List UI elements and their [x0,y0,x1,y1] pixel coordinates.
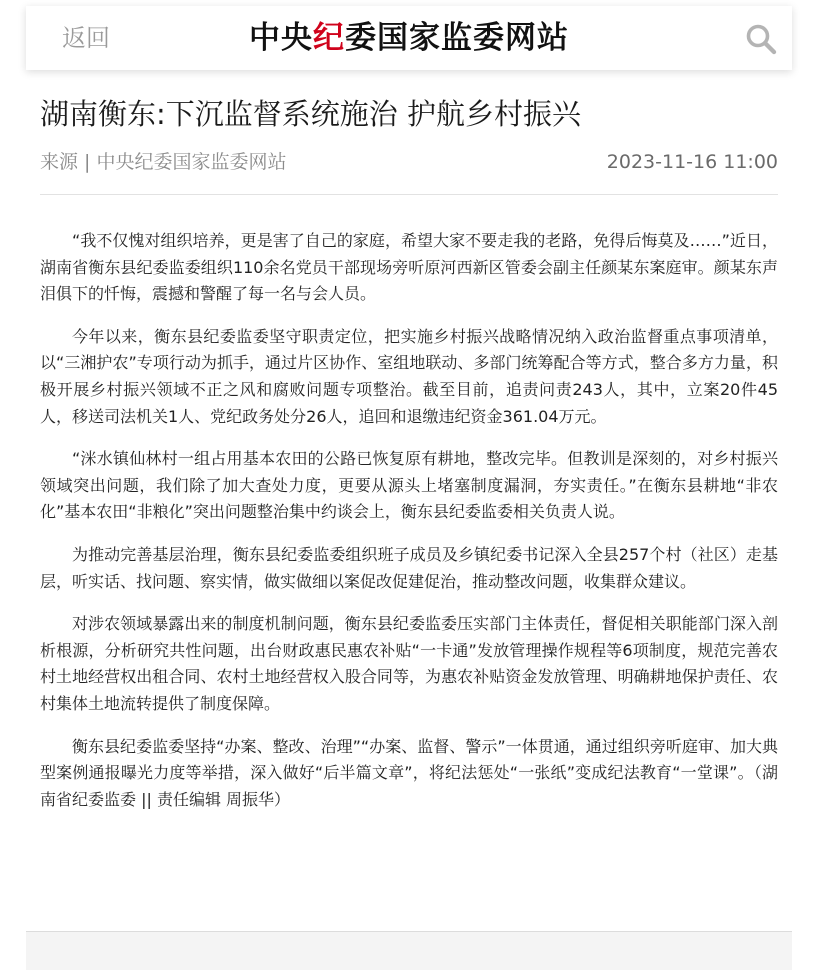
article-paragraph: “洣水镇仙林村一组占用基本农田的公路已恢复原有耕地，整改完毕。但教训是深刻的，对乡村振兴领域突出问题，我们除了加大查处力度，更要从源头上堵塞制度漏洞，夯实责任。”在衡东县耕地“非农化”基本农田“非粮化”突出问题整治集中约谈会上，衡东县纪委监委相关负责人说。 [40,449,778,522]
title-divider [40,194,778,195]
article-paragraph: 今年以来，衡东县纪委监委坚守职责定位，把实施乡村振兴战略情况纳入政治监督重点事项清单，以“三湘护农”专项行动为抓手，通过片区协作、室组地联动、多部门统筹配合等方式，整合多方力量，积极开展乡村振兴领域不正之风和腐败问题专项整治。截至目前，追责问责243人，其中，立案20件45人，移送司法机关1人、党纪政务处分26人，追回和退缴违纪资金361.04万元。 [40,326,778,426]
logo-text-part2: 委国家监委网站 [345,20,569,56]
article-source: 来源 | 中央纪委国家监委网站 [40,151,287,173]
article-body [40,228,778,829]
back-button[interactable]: 返回 [62,24,110,52]
top-navigation-bar [26,6,792,70]
site-logo[interactable] [26,20,792,56]
article-meta [40,148,778,176]
article-date: 2023-11-16 11:00 [606,151,778,173]
article-paragraph: 为推动完善基层治理，衡东县纪委监委组织班子成员及乡镇纪委书记深入全县257个村（社区）走基层，听实话、找问题、察实情，做实做细以案促改促建促治，推动整改问题，收集群众建议。 [40,544,778,591]
logo-text-part1: 中央 [249,20,313,56]
search-icon [744,22,778,56]
article-title: 湖南衡东:下沉监督系统施治 护航乡村振兴 [40,97,581,131]
article-paragraph: 对涉农领域暴露出来的制度机制问题，衡东县纪委监委压实部门主体责任，督促相关职能部门深入剖析根源，分析研究共性问题，出台财政惠民惠农补贴“一卡通”发放管理操作规程等6项制度，规范完善农村土地经营权出租合同、农村土地经营权入股合同等，为惠农补贴资金发放管理、明确耕地保护责任、农村集体土地流转提供了制度保障。 [40,614,778,713]
logo-text-accent: 纪 [313,20,345,56]
footer-bar [26,931,792,970]
search-button[interactable] [744,22,778,56]
article-paragraph: “我不仅愧对组织培养，更是害了自己的家庭，希望大家不要走我的老路，免得后悔莫及……”近日，湖南省衡东县纪委监委组织110余名党员干部现场旁听原河西新区管委会副主任颜某东案庭审。颜某东声泪俱下的忏悔，震撼和警醒了每一名与会人员。 [40,231,778,304]
article-paragraph: 衡东县纪委监委坚持“办案、整改、治理”“办案、监督、警示”一体贯通，通过组织旁听庭审、加大典型案例通报曝光力度等举措，深入做好“后半篇文章”，将纪法惩处“一张纸”变成纪法教育“一堂课”。（湖南省纪委监委 || 责任编辑 周振华） [40,736,778,809]
